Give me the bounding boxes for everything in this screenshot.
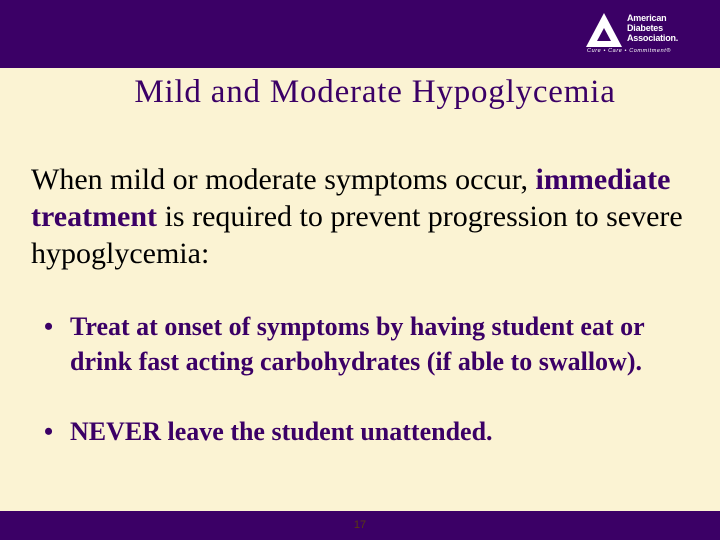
intro-text-after: is required to prevent progression to severe hypoglycemia: xyxy=(31,200,683,270)
intro-paragraph xyxy=(31,161,701,272)
ada-logo xyxy=(585,12,713,58)
bullet-marker: • xyxy=(44,312,54,341)
bullet-marker: • xyxy=(44,417,54,446)
header-band xyxy=(0,0,720,68)
logo-name xyxy=(627,13,678,43)
logo-name-line: Association. xyxy=(627,33,679,43)
bullet-list xyxy=(44,309,704,449)
slide-title: Mild and Moderate Hypoglycemia xyxy=(134,74,616,110)
logo-name-line: American xyxy=(627,13,667,23)
bullet-item xyxy=(44,309,704,379)
bullet-text: NEVER leave the student unattended. xyxy=(70,417,493,446)
logo-tagline: Cure • Care • Commitment® xyxy=(587,48,672,54)
ada-triangle-icon xyxy=(585,12,623,48)
intro-emphasis: immediate treatment xyxy=(31,163,671,233)
page-number: 17 xyxy=(353,519,367,531)
intro-text-before: When mild or moderate symptoms occur, xyxy=(31,163,536,196)
logo-name-line: Diabetes xyxy=(627,23,663,33)
bullet-text: Treat at onset of symptoms by having student eat or drink fast acting carbohydrates (if able to swallow). xyxy=(70,312,645,376)
bullet-item xyxy=(44,414,704,449)
